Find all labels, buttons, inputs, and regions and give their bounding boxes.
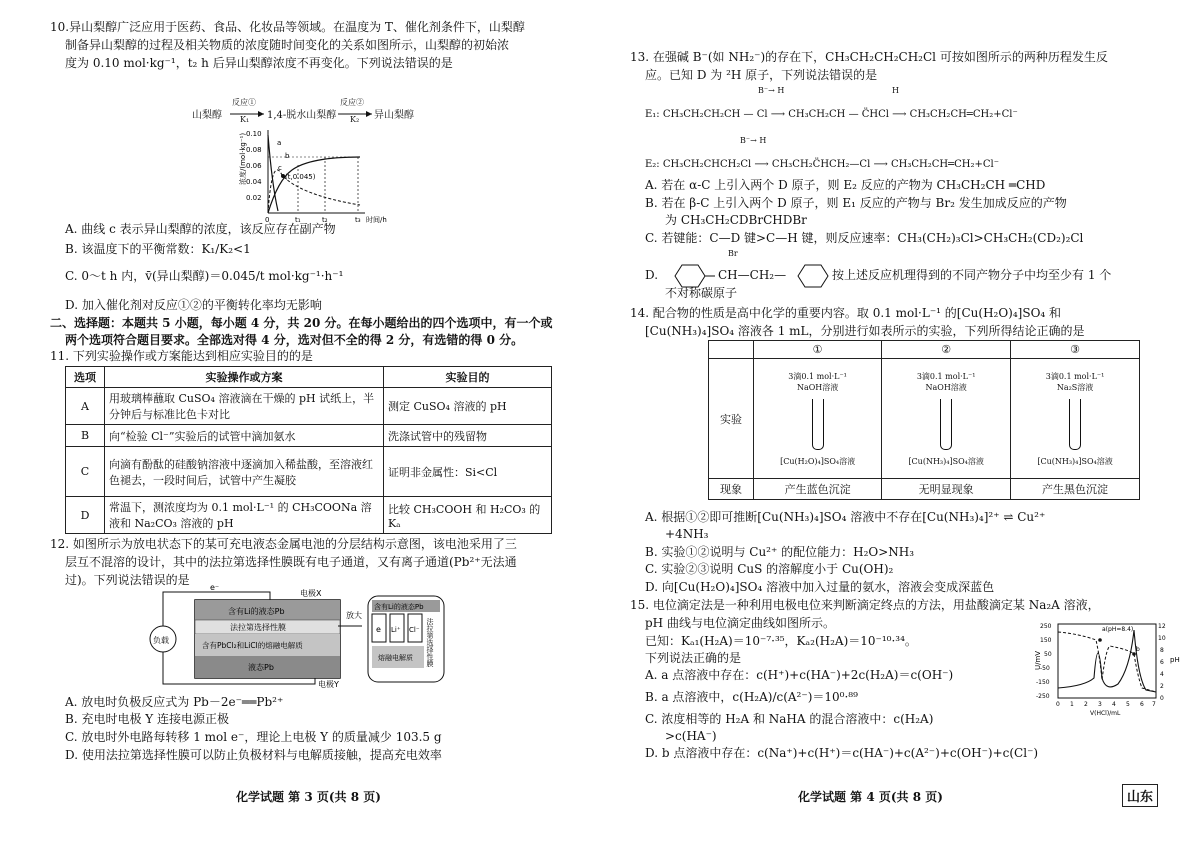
q11-table (65, 366, 552, 534)
plot-frame (1058, 624, 1156, 698)
y2tick: 2 (1160, 683, 1164, 690)
q13-option-a[interactable]: A. 若在 α-C 上引入两个 D 原子，则 E₂ 反应的产物为 CH₃CH₂CH ═CHD (645, 178, 1046, 192)
q15-option-d[interactable]: D. b 点溶液中存在：c(Na⁺)+c(H⁺)＝c(HA⁻)+c(A²⁻)+c(OH⁻)+c(Cl⁻) (645, 746, 1039, 760)
q10-stem-line3: 度为 0.10 mol·kg⁻¹，t₂ h 后异山梨醇浓度不再变化。下列说法错误的是 (65, 56, 453, 70)
scheme-reaction1: 反应① (232, 98, 256, 107)
scheme-isosorbide: 异山梨醇 (374, 110, 414, 121)
header-col2: ② (882, 341, 1011, 359)
xtick: 2 (1084, 701, 1088, 708)
q10-stem-line1: 10.异山梨醇广泛应用于医药、食品、化妆品等领域。在温度为 T、催化剂条件下，山梨醇 (50, 20, 525, 34)
row-operation: 向滴有酚酞的硅酸钠溶液中逐滴加入稀盐酸，至溶液红色褪去，一段时间后，试管中产生凝胶 (105, 447, 384, 497)
q14-stem-line1: 14. 配合物的性质是高中化学的重要内容。取 0.1 mol·L⁻¹ 的[Cu(H₂O)₄]SO₄ 和 (630, 306, 1062, 320)
y2tick: 12 (1158, 623, 1166, 630)
q15-option-a[interactable]: A. a 点溶液中存在：c(H⁺)+c(HA⁻)+2c(H₂A)＝c(OH⁻) (645, 668, 954, 682)
table-header-row (709, 341, 1140, 359)
q12-option-d[interactable]: D. 使用法拉第选择性膜可以防止负极材料与电解质接触，提高充电效率 (65, 748, 442, 762)
load-label: 负载 (153, 636, 169, 645)
table-header-row (66, 367, 552, 388)
xtick-2: t₂ (322, 216, 328, 224)
e1-base-label: B⁻→ H (758, 86, 785, 95)
row-goal: 测定 CuSO₄ 溶液的 pH (384, 388, 552, 425)
q15-given: 已知：Kₐ₁(H₂A)＝10⁻⁷·³⁵，Kₐ₂(H₂A)＝10⁻¹⁰·³⁴。 (645, 634, 917, 648)
y2tick: 4 (1160, 671, 1164, 678)
layer4-label: 液态Pb (248, 663, 274, 672)
q15-option-b[interactable]: B. a 点溶液中，c(H₂A)/c(A²⁻)＝10⁰·⁸⁹ (645, 690, 858, 704)
mechanism-e1: E₁: CH₃CH₂CH₂CH — Cl ⟶ CH₃CH₂CH — C̈HCl ⟶ CH₃CH₂CH═CH₂+Cl⁻ (645, 109, 1018, 120)
electrode-x-label: 电极X (300, 589, 322, 598)
q15-ask: 下列说法正确的是 (645, 651, 742, 665)
ytick-0: 0.10 (246, 130, 262, 138)
row-goal: 比较 CH₃COOH 和 H₂CO₃ 的 Kₐ (384, 497, 552, 534)
q13-stem-line1: 13. 在强碱 B⁻(如 NH₂⁻)的存在下，CH₃CH₂CH₂CH₂Cl 可按如图所示的两种历程发生反 (630, 50, 1108, 64)
xtick: 7 (1152, 701, 1156, 708)
ytick: -250 (1036, 693, 1050, 700)
observation: 产生黑色沉淀 (1011, 479, 1140, 500)
ytick-1: 0.08 (246, 146, 262, 154)
cyclohexane-icon (788, 262, 838, 290)
q12-battery-diagram (150, 583, 470, 689)
table-row (709, 479, 1140, 500)
table-row (66, 425, 552, 447)
table-row (66, 388, 552, 425)
q13-stem-line2: 应。已知 D 为 ²H 原子，下列说法错误的是 (645, 68, 878, 82)
electrode-y-label: 电极Y (318, 680, 339, 689)
row-option: B (66, 425, 105, 447)
observation: 产生蓝色沉淀 (754, 479, 882, 500)
header-option: 选项 (66, 367, 105, 388)
q13-option-d-label[interactable]: D. (645, 268, 659, 282)
row-label-phenomenon: 现象 (709, 479, 754, 500)
header-operation: 实验操作或方案 (105, 367, 384, 388)
q15-stem-line1: 15. 电位滴定法是一种利用电极电位来判断滴定终点的方法，用盐酸滴定某 Na₂A 溶液， (630, 598, 1100, 612)
q12-stem-line1: 12. 如图所示为放电状态下的某可充电液态金属电池的分层结构示意图，该电池采用了三 (50, 537, 517, 551)
q14-option-a-line1[interactable]: A. 根据①②即可推断[Cu(NH₃)₄]SO₄ 溶液中不存在[Cu(NH₃)₄]²⁺ ⇌ Cu²⁺ (645, 510, 1046, 524)
chart-ylabel: U/mV (1034, 650, 1042, 670)
xtick: 3 (1098, 701, 1102, 708)
q12-option-b[interactable]: B. 充电时电极 Y 连接电源正极 (65, 712, 229, 726)
ytick: 250 (1040, 623, 1052, 630)
q13-option-b-line1[interactable]: B. 若在 β-C 上引入两个 D 原子，则 E₁ 反应的产物与 Br₂ 发生加成反应的产物 (645, 196, 1067, 210)
q14-experiment-table (708, 340, 1140, 500)
tube-label: [Cu(H₂O)₄]SO₄溶液 (780, 456, 856, 466)
q13-d-br: Br (728, 249, 738, 258)
layer3-label: 含有PbCl₂和LiCl的熔融电解质 (202, 641, 303, 650)
row-option: D (66, 497, 105, 534)
ytick-3: 0.04 (246, 178, 262, 186)
q15-stem-line2: pH 曲线与电位滴定曲线如图所示。 (645, 616, 835, 630)
xtick: 1 (1070, 701, 1074, 708)
xtick-0: 0 (265, 216, 270, 224)
ytick: -150 (1036, 679, 1050, 686)
section2-instructions-1: 二、选择题：本题共 5 小题，每小题 4 分，共 20 分。在每小题给出的四个选项中，有一个或 (50, 316, 553, 330)
row-label-experiment: 实验 (709, 359, 754, 479)
zoom-cl: Cl⁻ (409, 626, 420, 634)
xtick: 0 (1056, 701, 1060, 708)
q12-stem-line3: 过)。下列说法错误的是 (65, 573, 190, 587)
y2tick: 8 (1160, 647, 1164, 654)
chart-y2label: pH (1170, 656, 1180, 664)
header-col3: ③ (1011, 341, 1140, 359)
point-label: (t,0.045) (285, 173, 316, 181)
q10-concentration-chart (230, 125, 430, 225)
row-option: C (66, 447, 105, 497)
e2-base-label: B⁻→ H (740, 136, 767, 145)
ytick: -50 (1040, 665, 1050, 672)
scheme-arrows (0, 0, 600, 130)
q13-option-d-line2: 不对称碳原子 (665, 286, 738, 300)
tube-label: [Cu(NH₃)₄]SO₄溶液 (908, 456, 984, 466)
zoom-melt: 熔融电解质 (378, 654, 413, 662)
section2-instructions-2: 两个选项符合题目要求。全部选对得 4 分，选对但不全的得 2 分，有选错的得 0 分。 (65, 333, 524, 347)
q11-stem: 11. 下列实验操作或方案能达到相应实验目的的是 (50, 349, 313, 363)
zoom-li: Li⁺ (391, 626, 401, 634)
province-badge: 山东 (1122, 784, 1158, 807)
scheme-k2: K₂ (350, 115, 360, 124)
ytick-4: 0.02 (246, 194, 262, 202)
q10-option-c[interactable]: C. 0～t h 内，v̄(异山梨醇)＝0.045/t mol·kg⁻¹·h⁻¹ (65, 269, 344, 283)
row-goal: 证明非金属性：Si<Cl (384, 447, 552, 497)
point-a-label: a(pH=8.4) (1102, 626, 1134, 633)
ytick-2: 0.06 (246, 162, 262, 170)
row-option: A (66, 388, 105, 425)
zoom-e: e (376, 625, 381, 634)
q13-d-chain: CH—CH₂— (718, 268, 787, 282)
row-operation: 用玻璃棒蘸取 CuSO₄ 溶液滴在干燥的 pH 试纸上，半分钟后与标准比色卡对比 (105, 388, 384, 425)
q13-option-b-line2: 为 CH₃CH₂CDBrCHDBr (665, 213, 807, 227)
q10-option-a[interactable]: A. 曲线 c 表示异山梨醇的浓度，该反应存在副产物 (65, 222, 336, 236)
reagent-label: 3滴0.1 mol·L⁻¹ NaOH溶液 (916, 371, 976, 392)
zoom-label: 放大 (346, 611, 362, 620)
label-a: a (277, 139, 282, 147)
scheme-k1: K₁ (240, 115, 250, 124)
xtick: 5 (1126, 701, 1130, 708)
experiment-cell-2 (882, 359, 1011, 479)
label-b: b (285, 152, 290, 160)
reagent-label: 3滴0.1 mol·L⁻¹ NaOH溶液 (788, 371, 847, 392)
q12-option-a[interactable]: A. 放电时负极反应式为 Pb－2e⁻══Pb²⁺ (65, 695, 284, 709)
mechanism-e2: E₂: CH₃CH₂CHCH₂Cl ⟶ CH₃CH₂C̈HCH₂—Cl ⟶ CH₃CH₂CH═CH₂+Cl⁻ (645, 159, 1000, 170)
test-tube-icon (812, 399, 824, 450)
experiment-cell-3 (1011, 359, 1140, 479)
y2tick: 10 (1158, 635, 1166, 642)
label-c: c (278, 164, 282, 172)
scheme-sorbitol: 山梨醇 (192, 110, 222, 121)
q13-option-c[interactable]: C. 若键能：C—D 键>C—H 键，则反应速率：CH₃(CH₂)₃Cl>CH₃CH₂(CD₂)₂Cl (645, 231, 1084, 245)
q14-option-c[interactable]: C. 实验②③说明 CuS 的溶解度小于 Cu(OH)₂ (645, 562, 894, 576)
q12-option-c[interactable]: C. 放电时外电路每转移 1 mol e⁻，理论上电极 Y 的质量减少 103.5 g (65, 730, 442, 744)
q14-option-d[interactable]: D. 向[Cu(H₂O)₄]SO₄ 溶液中加入过量的氨水，溶液会变成深蓝色 (645, 580, 995, 594)
experiment-cell-1 (754, 359, 882, 479)
header-goal: 实验目的 (384, 367, 552, 388)
table-row (66, 447, 552, 497)
electron-label: e⁻ (210, 583, 220, 592)
zoom-layer-label: 含有Li的液态Pb (374, 603, 424, 611)
layer1-label: 含有Li的液态Pb (228, 607, 285, 616)
q13-option-d-text: 按上述反应机理得到的不同产物分子中均至少有 1 个 (832, 268, 1112, 282)
layer2-label: 法拉第选择性膜 (230, 623, 286, 632)
scheme-reaction2: 反应② (340, 98, 364, 107)
left-page-footer: 化学试题 第 3 页(共 8 页) (236, 790, 381, 804)
q12-stem-line2: 层互不混溶的设计，其中的法拉第选择性膜既有电子通道，又有离子通道(Pb²⁺无法通 (65, 555, 517, 569)
ytick: 50 (1044, 651, 1052, 658)
right-page (600, 0, 1200, 849)
q10-option-d[interactable]: D. 加入催化剂对反应①②的平衡转化率均无影响 (65, 298, 322, 312)
header-col1: ① (754, 341, 882, 359)
observation: 无明显现象 (882, 479, 1011, 500)
y2tick: 6 (1160, 659, 1164, 666)
point-b-label: b (1136, 646, 1140, 653)
q14-stem-line2: [Cu(NH₃)₄]SO₄ 溶液各 1 mL，分别进行如表所示的实验，下列所得结论正确的是 (645, 324, 1085, 338)
xtick-3: t₃ (355, 216, 361, 224)
chart-xlabel: 时间/h (366, 216, 387, 224)
ph-curve (1058, 632, 1156, 692)
q10-stem-line2: 制备异山梨醇的过程及相关物质的浓度随时间变化的关系如图所示，山梨醇的初始浓 (65, 38, 510, 52)
q14-option-a-line2: +4NH₃ (665, 527, 709, 541)
q15-titration-chart (1030, 618, 1180, 718)
table-row (709, 359, 1140, 479)
xtick-1: t₁ (295, 216, 301, 224)
xtick: 6 (1140, 701, 1144, 708)
point-a (1098, 638, 1102, 642)
scheme-intermediate: 1,4-脱水山梨醇 (267, 110, 337, 121)
xtick: 4 (1112, 701, 1116, 708)
reagent-label: 3滴0.1 mol·L⁻¹ Na₂S溶液 (1045, 371, 1105, 392)
row-operation: 常温下，测浓度均为 0.1 mol·L⁻¹ 的 CH₃COONa 溶液和 Na₂CO₃ 溶液的 pH (105, 497, 384, 534)
q14-option-b[interactable]: B. 实验①②说明与 Cu²⁺ 的配位能力：H₂O>NH₃ (645, 545, 915, 559)
row-operation: 向“检验 Cl⁻”实验后的试管中滴加氨水 (105, 425, 384, 447)
right-page-footer: 化学试题 第 4 页(共 8 页) (798, 790, 943, 804)
table-row (66, 497, 552, 534)
test-tube-icon (1069, 399, 1081, 450)
q15-option-c-line1[interactable]: C. 浓度相等的 H₂A 和 NaHA 的混合溶液中：c(H₂A) (645, 712, 934, 726)
test-tube-icon (940, 399, 952, 450)
e1-h-label: H (892, 86, 899, 95)
tube-label: [Cu(NH₃)₄]SO₄溶液 (1037, 456, 1113, 466)
zoom-side-label: 法拉第选择性膜 (426, 618, 434, 667)
y2tick: 0 (1160, 695, 1164, 702)
row-goal: 洗涤试管中的残留物 (384, 425, 552, 447)
chart-ylabel: 浓度/(mol·kg⁻¹) (239, 132, 247, 185)
potential-curve (1058, 630, 1156, 692)
ytick: 150 (1040, 637, 1052, 644)
chart-xlabel: V(HCl)/mL (1090, 710, 1121, 717)
q15-option-c-line2: >c(HA⁻) (665, 729, 717, 743)
q10-option-b[interactable]: B. 该温度下的平衡常数：K₁/K₂<1 (65, 242, 251, 256)
